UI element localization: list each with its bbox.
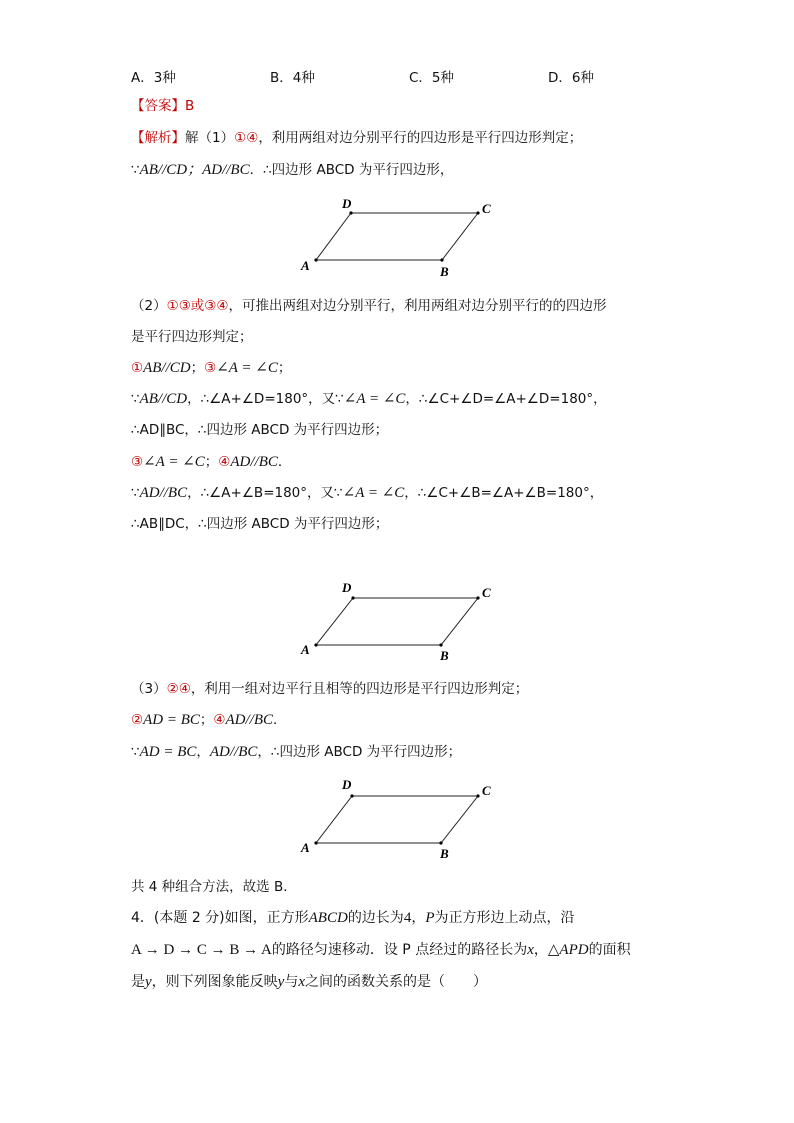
vertex-label-a: A (301, 840, 310, 855)
parallelogram-figure-1 (295, 192, 505, 282)
text: ，∴∠A+∠B=180°，又∵ (187, 485, 343, 501)
option-d: D．6种 (548, 70, 594, 86)
math: y (277, 974, 285, 990)
math: AD = BC (143, 712, 200, 728)
vertex-label-d: D (342, 196, 352, 211)
sep: ． (277, 454, 292, 470)
text: 的边长为 (347, 910, 404, 926)
math: ∠A = ∠C (143, 454, 205, 470)
because-symbol: ∵ (131, 485, 140, 501)
vertex-label-a: A (301, 642, 310, 657)
part2-circles: ①③或③④ (166, 298, 229, 314)
vertex-label-d: D (342, 777, 352, 792)
math: ∠A = ∠C (342, 485, 405, 501)
part1-proof-end: ．∴四边形 ABCD 为平行四边形， (249, 162, 454, 178)
vertex-label-b: B (440, 846, 449, 861)
math: 4 (403, 910, 412, 926)
part2-case2 (131, 452, 291, 472)
circle-2: ② (131, 712, 144, 728)
sep: ． (273, 712, 287, 728)
sep: ， (533, 942, 548, 958)
part2-head (131, 296, 607, 316)
analysis-part1-head (131, 128, 582, 148)
math: ABCD (308, 910, 348, 926)
option-c: C．5种 (409, 70, 455, 86)
part2-text: ，可推出两组对边分别平行，利用两组对边分别平行的的四边形 (228, 298, 607, 314)
text: 是 (131, 974, 145, 990)
answer-label: 【答案】 (131, 98, 185, 114)
text: ∴AB∥DC，∴四边形 ABCD 为平行四边形； (131, 516, 389, 532)
parallelogram-figure-2 (295, 578, 505, 668)
math: AD//BC (230, 454, 278, 470)
math: ∠A = ∠C (343, 391, 406, 407)
part2-c1-math: AB//CD (143, 360, 191, 376)
math: AD//BC (209, 744, 258, 760)
circle-4: ④ (213, 712, 226, 728)
part2-reason2 (131, 420, 388, 440)
vertex-label-c: C (482, 783, 491, 798)
part1-prefix: 解（1） (185, 130, 235, 146)
q4-line1 (131, 908, 574, 928)
part2-reason1 (131, 389, 607, 409)
math: AD//BC (139, 485, 188, 501)
math: y (145, 974, 152, 990)
part3-prefix: （3） (131, 681, 167, 697)
part1-circles: ①④ (234, 130, 259, 146)
circle-3: ③ (131, 454, 144, 470)
q4-line3 (131, 972, 487, 992)
text: ∴AD∥BC，∴四边形 ABCD 为平行四边形； (131, 422, 389, 438)
vertex-label-c: C (482, 585, 491, 600)
text: 为正方形边上动点，沿 (434, 910, 575, 926)
answer-value: B (185, 98, 195, 114)
text: 之间的函数关系的是（ ） (305, 974, 488, 990)
text: 4．(本题 2 分)如图，正方形 (131, 910, 309, 926)
math: AD = BC (139, 744, 197, 760)
part3-head (131, 679, 528, 699)
math: AD//BC (225, 712, 274, 728)
math: AB//CD (139, 391, 188, 407)
part1-text: ，利用两组对边分别平行的四边形是平行四边形判定； (258, 130, 583, 146)
vertex-label-b: B (440, 264, 449, 279)
sep: ； (199, 712, 214, 728)
text: ，∴∠A+∠D=180°，又∵ (187, 391, 344, 407)
text: ，∴四边形 ABCD 为平行四边形； (257, 744, 462, 760)
part2-case1 (131, 358, 291, 378)
part1-proof (131, 160, 453, 180)
part1-proof-math: AB//CD；AD//BC (139, 162, 250, 178)
parallelogram-figure-3 (295, 774, 505, 864)
part3-case (131, 710, 287, 730)
part2-text-2: 是平行四边形判定； (131, 329, 253, 345)
part2-reason3 (131, 483, 603, 503)
text: ，∴∠C+∠D=∠A+∠D=180°， (405, 391, 607, 407)
part2-c1-math2: ∠A = ∠C (216, 360, 278, 376)
vertex-label-d: D (342, 580, 352, 595)
conclusion-text: 共 4 种组合方法，故选 B． (131, 879, 297, 895)
option-a: A．3种 (131, 70, 176, 86)
text: ，∴∠C+∠B=∠A+∠B=180°， (404, 485, 604, 501)
q4-line2 (131, 940, 631, 960)
circle-3: ③ (204, 360, 217, 376)
because-symbol: ∵ (131, 162, 140, 178)
path-math: A → D → C → B → A (131, 942, 272, 958)
math: P (425, 910, 435, 926)
sep: ； (190, 360, 205, 376)
text: 的路径匀速移动．设 P 点经过的路径长为 (271, 942, 528, 958)
part3-circles: ②④ (166, 681, 191, 697)
part2-reason4 (131, 514, 388, 534)
vertex-label-c: C (482, 201, 491, 216)
because-symbol: ∵ (131, 391, 140, 407)
part2-head-cont (131, 327, 253, 347)
text: 与 (284, 974, 299, 990)
option-b: B．4种 (270, 70, 315, 86)
text: 的面积 (588, 942, 631, 958)
sep: ， (411, 910, 426, 926)
text: ，则下列图象能反映 (151, 974, 278, 990)
math: △APD (547, 942, 589, 958)
sep: ， (196, 744, 210, 760)
conclusion (131, 877, 297, 897)
math: x (527, 942, 534, 958)
part3-text: ，利用一组对边平行且相等的四边形是平行四边形判定； (190, 681, 529, 697)
because-symbol: ∵ (131, 744, 140, 760)
part3-reason (131, 742, 461, 762)
math: x (298, 974, 306, 990)
vertex-label-a: A (301, 258, 310, 273)
vertex-label-b: B (440, 648, 449, 663)
circle-1: ① (131, 360, 144, 376)
answer-line (131, 96, 194, 116)
sep: ； (277, 360, 292, 376)
analysis-label: 【解析】 (131, 130, 185, 146)
sep: ； (204, 454, 219, 470)
part2-prefix: （2） (131, 298, 167, 314)
circle-4: ④ (218, 454, 231, 470)
